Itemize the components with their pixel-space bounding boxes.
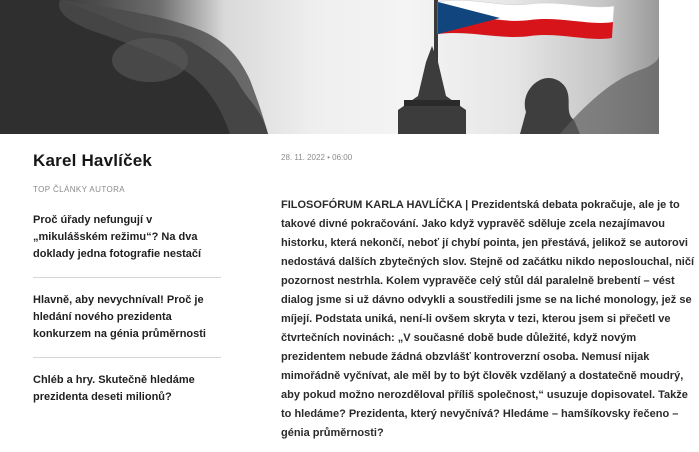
article-lead: FILOSOFÓRUM KARLA HAVLÍČKA | Prezidentská debata pokračuje, ale je to takové divné pokračování. Jako když vypravěč sděluje zcela nezajímavou historku, která nekončí, neboť jí chybí pointa, jen přestává, jelikož se autorovi nedostává dalších zbytečných slov. Stejně od začátku nikdo neposlouchal, ničí pozornost nestrhla. Kolem vypravěče celý stůl dál paralelně brebentí – vést dialog jsme si už dávno odvykli a soustředili jsme se na liché monology, jež se míjejí. Podstata uniká, není-li ovšem skryta v tezi, kterou jsem si přečetl ve čtvrtečních novinách: „V současné době bude důležité, když novým prezidentem nebude žádná obzvlášť kontroverzní osoba. Nemusí nijak mimořádně vyčnívat, ale měl by to být člověk vzdělaný a dostatečně moudrý, aby pokud možno nerozděloval příliš společnost,“ usuzuje dopisovatel. Takže to hledáme? Prezidenta, který nevyčnívá? Hledáme – hamšíkovsky řečeno – génia průměrnosti? xyxy=(281,199,695,439)
related-article-link[interactable]: Hlavně, aby nevychníval! Proč je hledání nového prezidenta konkurzem na génia průměrnosti xyxy=(33,292,221,358)
related-article-link[interactable]: Proč úřady nefungují v „mikulášském režimu“? Na dva doklady jedna fotografie nestačí xyxy=(33,212,221,278)
flag-icon xyxy=(438,0,614,39)
author-name[interactable]: Karel Havlíček xyxy=(33,151,153,170)
top-articles-kicker: TOP ČLÁNKY AUTORA xyxy=(33,185,126,194)
article-date: 28. 11. 2022 • 06:00 xyxy=(281,153,353,162)
related-article-link[interactable]: Chléb a hry. Skutečně hledáme prezidenta deseti milionů? xyxy=(33,374,195,403)
hero-image xyxy=(0,0,659,134)
hero-photo-illustration xyxy=(0,0,659,134)
related-articles-list xyxy=(33,212,221,434)
